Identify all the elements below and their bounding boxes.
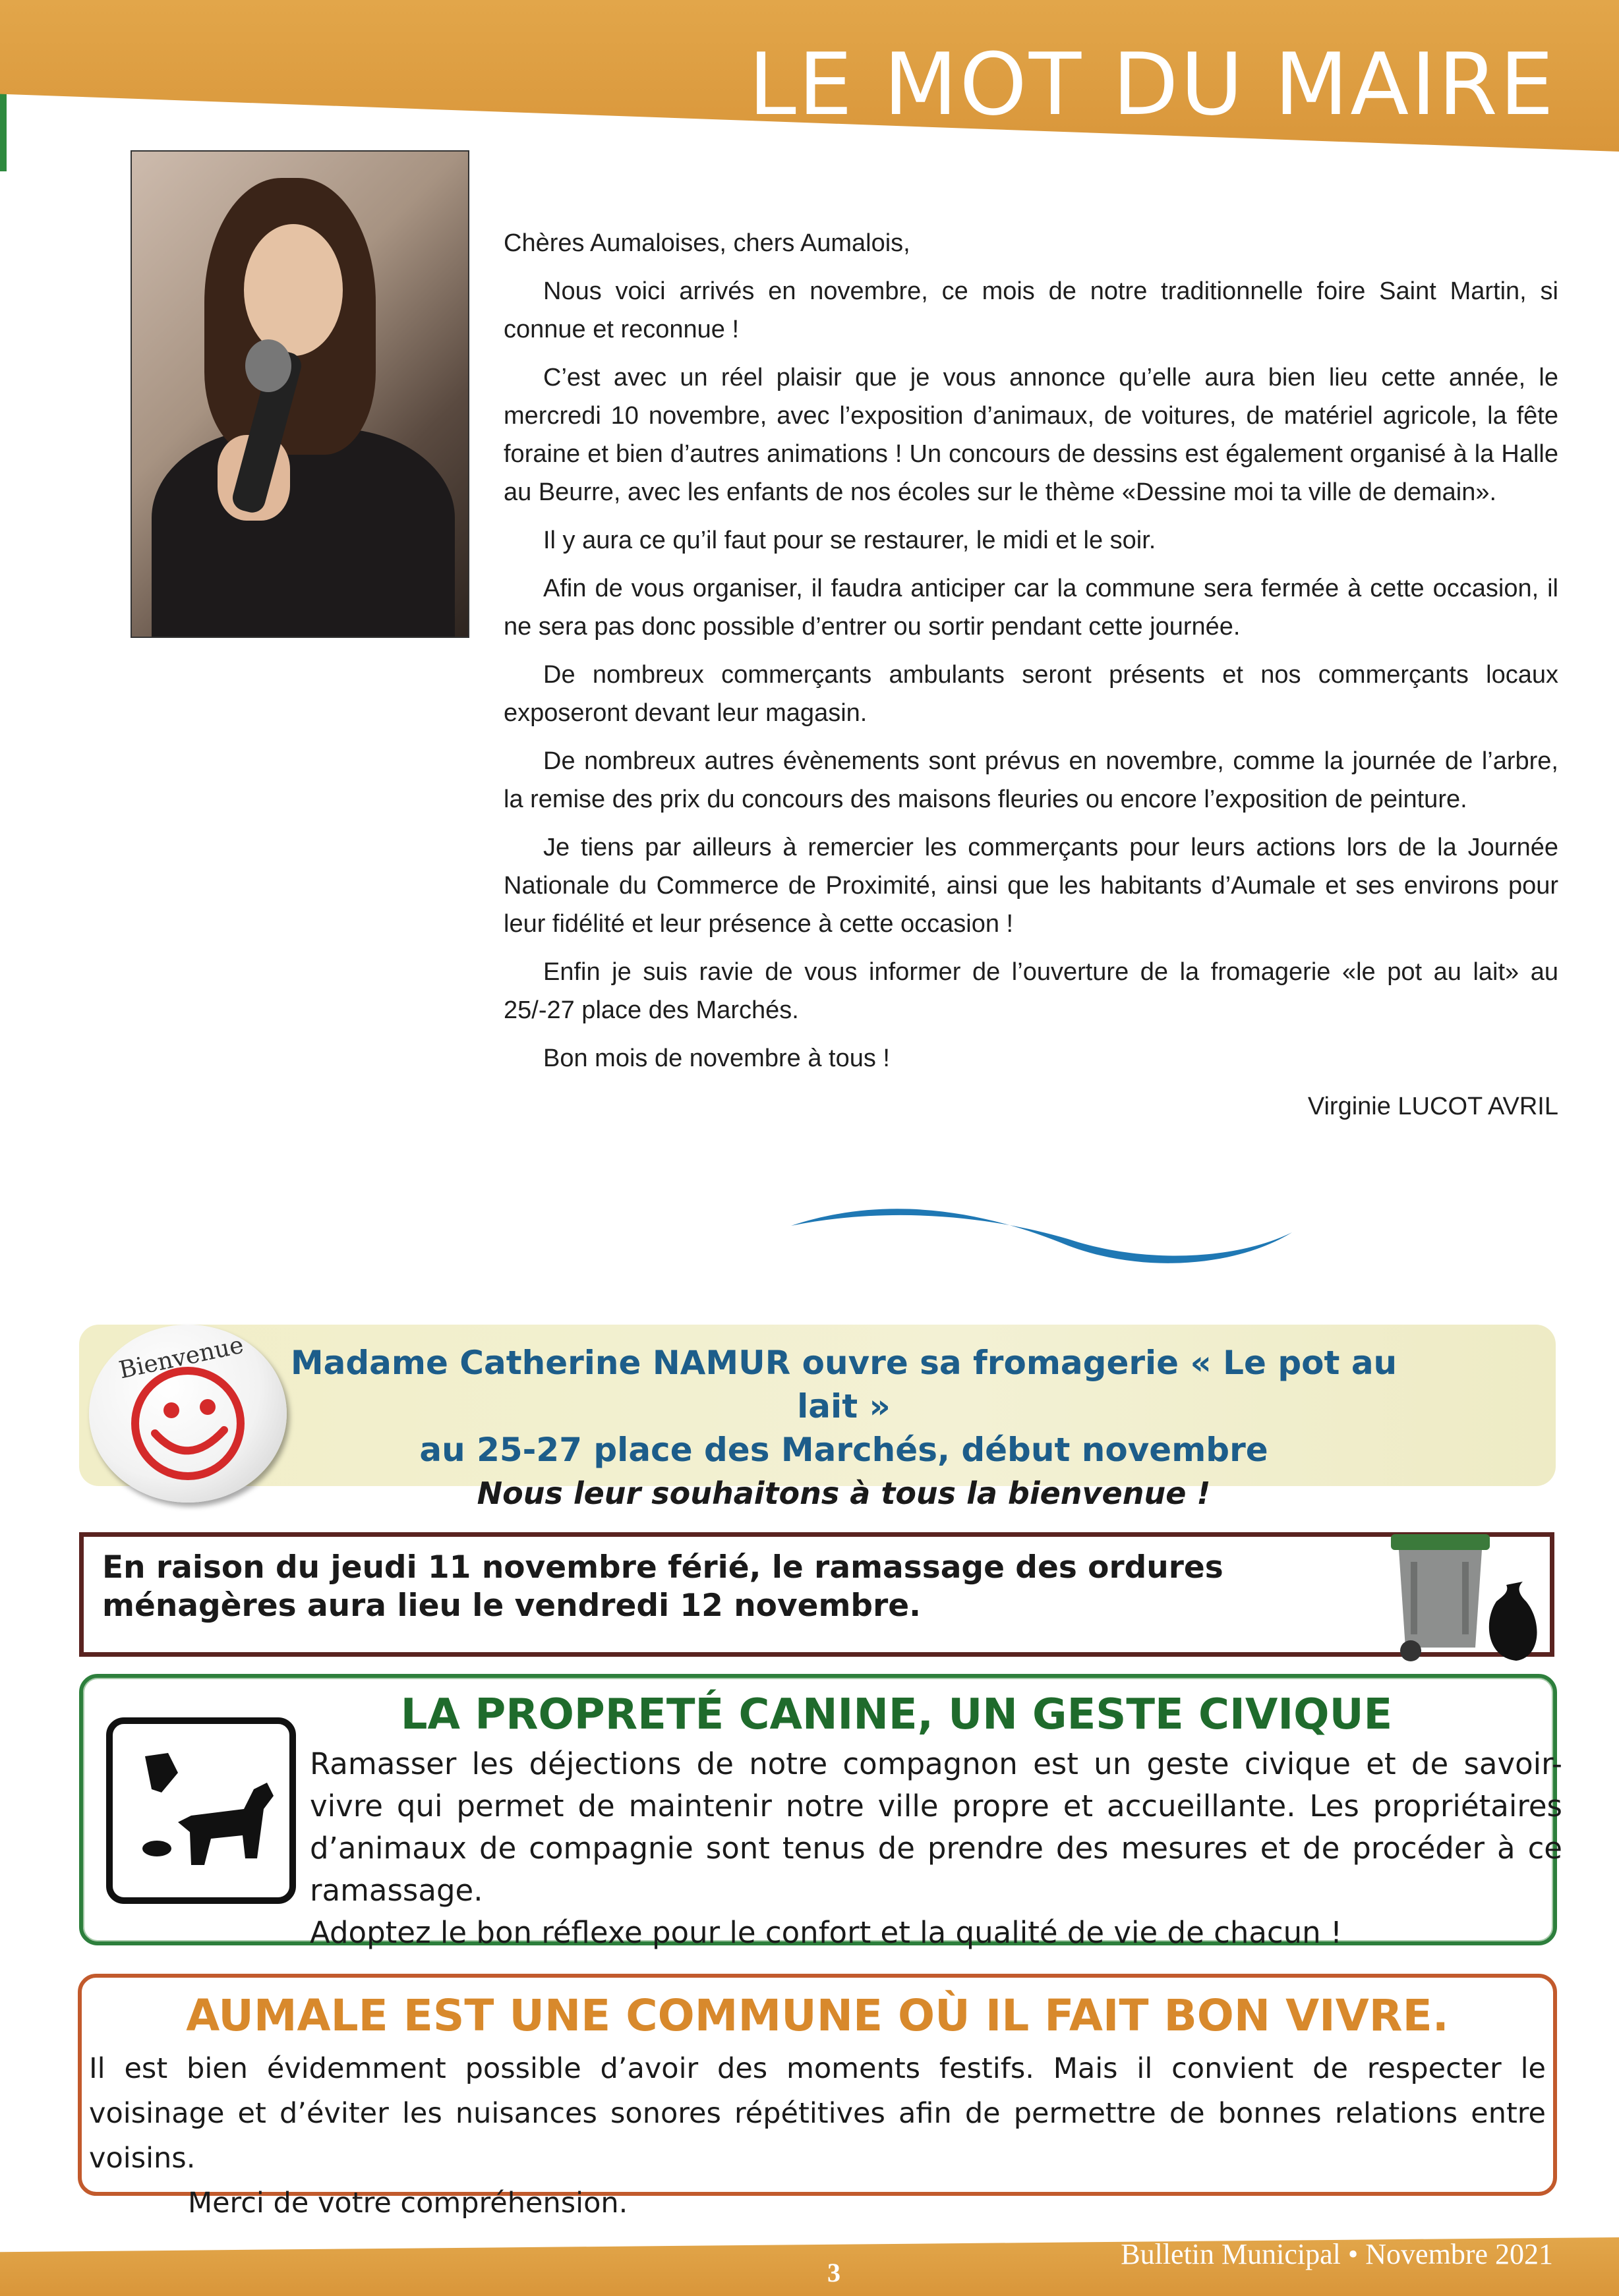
letter-paragraph: Bon mois de novembre à tous !	[543, 1045, 890, 1072]
page-number: 3	[827, 2258, 840, 2287]
canine-paragraph: Adoptez le bon réflexe pour le confort et la qualité de vie de chacun !	[310, 1915, 1343, 1950]
footer-publication: Bulletin Municipal • Novembre 2021	[1121, 2238, 1553, 2270]
letter-paragraph: Il y aura ce qu’il faut pour se restaurer, le midi et le soir.	[543, 527, 1156, 554]
letter-paragraph: Nous voici arrivés en novembre, ce mois de notre traditionnelle foire Saint Martin, si connue et reconnue !	[504, 277, 1558, 343]
aumale-paragraph: Il est bien évidemment possible d’avoir des moments festifs. Mais il convient de respecter le voisinage et d’éviter les nuisances sonores répétitives afin de permettre de bonnes relations entre voisins.	[89, 2052, 1546, 2175]
letter-paragraph: De nombreux commerçants ambulants seront présents et nos commerçants locaux exposeront devant leur magasin.	[504, 661, 1558, 727]
letter-signature: Virginie LUCOT AVRIL	[1307, 1093, 1558, 1120]
letter-paragraph: C’est avec un réel plaisir que je vous annonce qu’elle aura bien lieu cette année, le mercredi 10 novembre, avec l’exposition d’animaux, de voitures, de matériel agricole, la fête foraine et bien d’autres animations ! Un concours de dessins est également organisé à la Halle au Beurre, avec les enfants de nos écoles sur le thème «Dessine moi ta ville de demain».	[504, 364, 1558, 506]
letter-paragraph: Enfin je suis ravie de vous informer de l’ouverture de la fromagerie «le pot au lait» au 25/-27 place des Marchés.	[504, 958, 1558, 1024]
letter-paragraph: Afin de vous organiser, il faudra anticiper car la commune sera fermée à cette occasion, il ne sera pas donc possible d’entrer ou sortir pendant cette journée.	[504, 575, 1558, 641]
canine-title: LA PROPRETÉ CANINE, UN GESTE CIVIQUE	[400, 1690, 1393, 1739]
aumale-thanks: Merci de votre compréhension.	[188, 2187, 628, 2220]
mayor-letter	[504, 224, 1558, 1135]
aumale-title: AUMALE EST UNE COMMUNE OÙ IL FAIT BON VIVRE.	[186, 1990, 1449, 2041]
aumale-text	[89, 2046, 1546, 2225]
bienvenue-message	[283, 1341, 1404, 1515]
dog-waste-icon	[105, 1717, 297, 1905]
page-title: LE MOT DU MAIRE	[748, 34, 1556, 134]
bienvenue-badge-label: Bienvenue	[116, 1331, 247, 1385]
mayor-photo	[131, 150, 469, 638]
canine-text	[310, 1743, 1562, 1954]
canine-paragraph: Ramasser les déjections de notre compagnon est un geste civique et de savoir-vivre qui permet de maintenir notre ville propre et accueillante. Les propriétaires d’animaux de compagnie sont tenus de prendre des mesures et de procéder à ce ramassage.	[310, 1746, 1562, 1908]
wave-divider	[791, 1199, 1292, 1278]
bienvenue-line-1: Madame Catherine NAMUR ouvre sa fromagerie « Le pot au lait »	[290, 1344, 1398, 1425]
bienvenue-line-3: Nous leur souhaitons à tous la bienvenue !	[477, 1476, 1211, 1511]
trash-bin-icon	[1384, 1509, 1543, 1667]
letter-paragraph: Je tiens par ailleurs à remercier les commerçants pour leurs actions lors de la Journée Nationale du Commerce de Proximité, ainsi que les habitants d’Aumale et ses environs pour leur fidélité et leur présence à cette occasion !	[504, 834, 1558, 938]
bienvenue-line-2: au 25-27 place des Marchés, début novembre	[419, 1431, 1268, 1469]
letter-paragraph: De nombreux autres évènements sont prévus en novembre, comme la journée de l’arbre, la remise des prix du concours des maisons fleuries ou encore l’exposition de peinture.	[504, 747, 1558, 813]
ordures-notice-text: En raison du jeudi 11 novembre férié, le ramassage des ordures ménagères aura lieu le vendredi 12 novembre.	[102, 1549, 1223, 1624]
letter-greeting: Chères Aumaloises, chers Aumalois,	[504, 229, 910, 257]
